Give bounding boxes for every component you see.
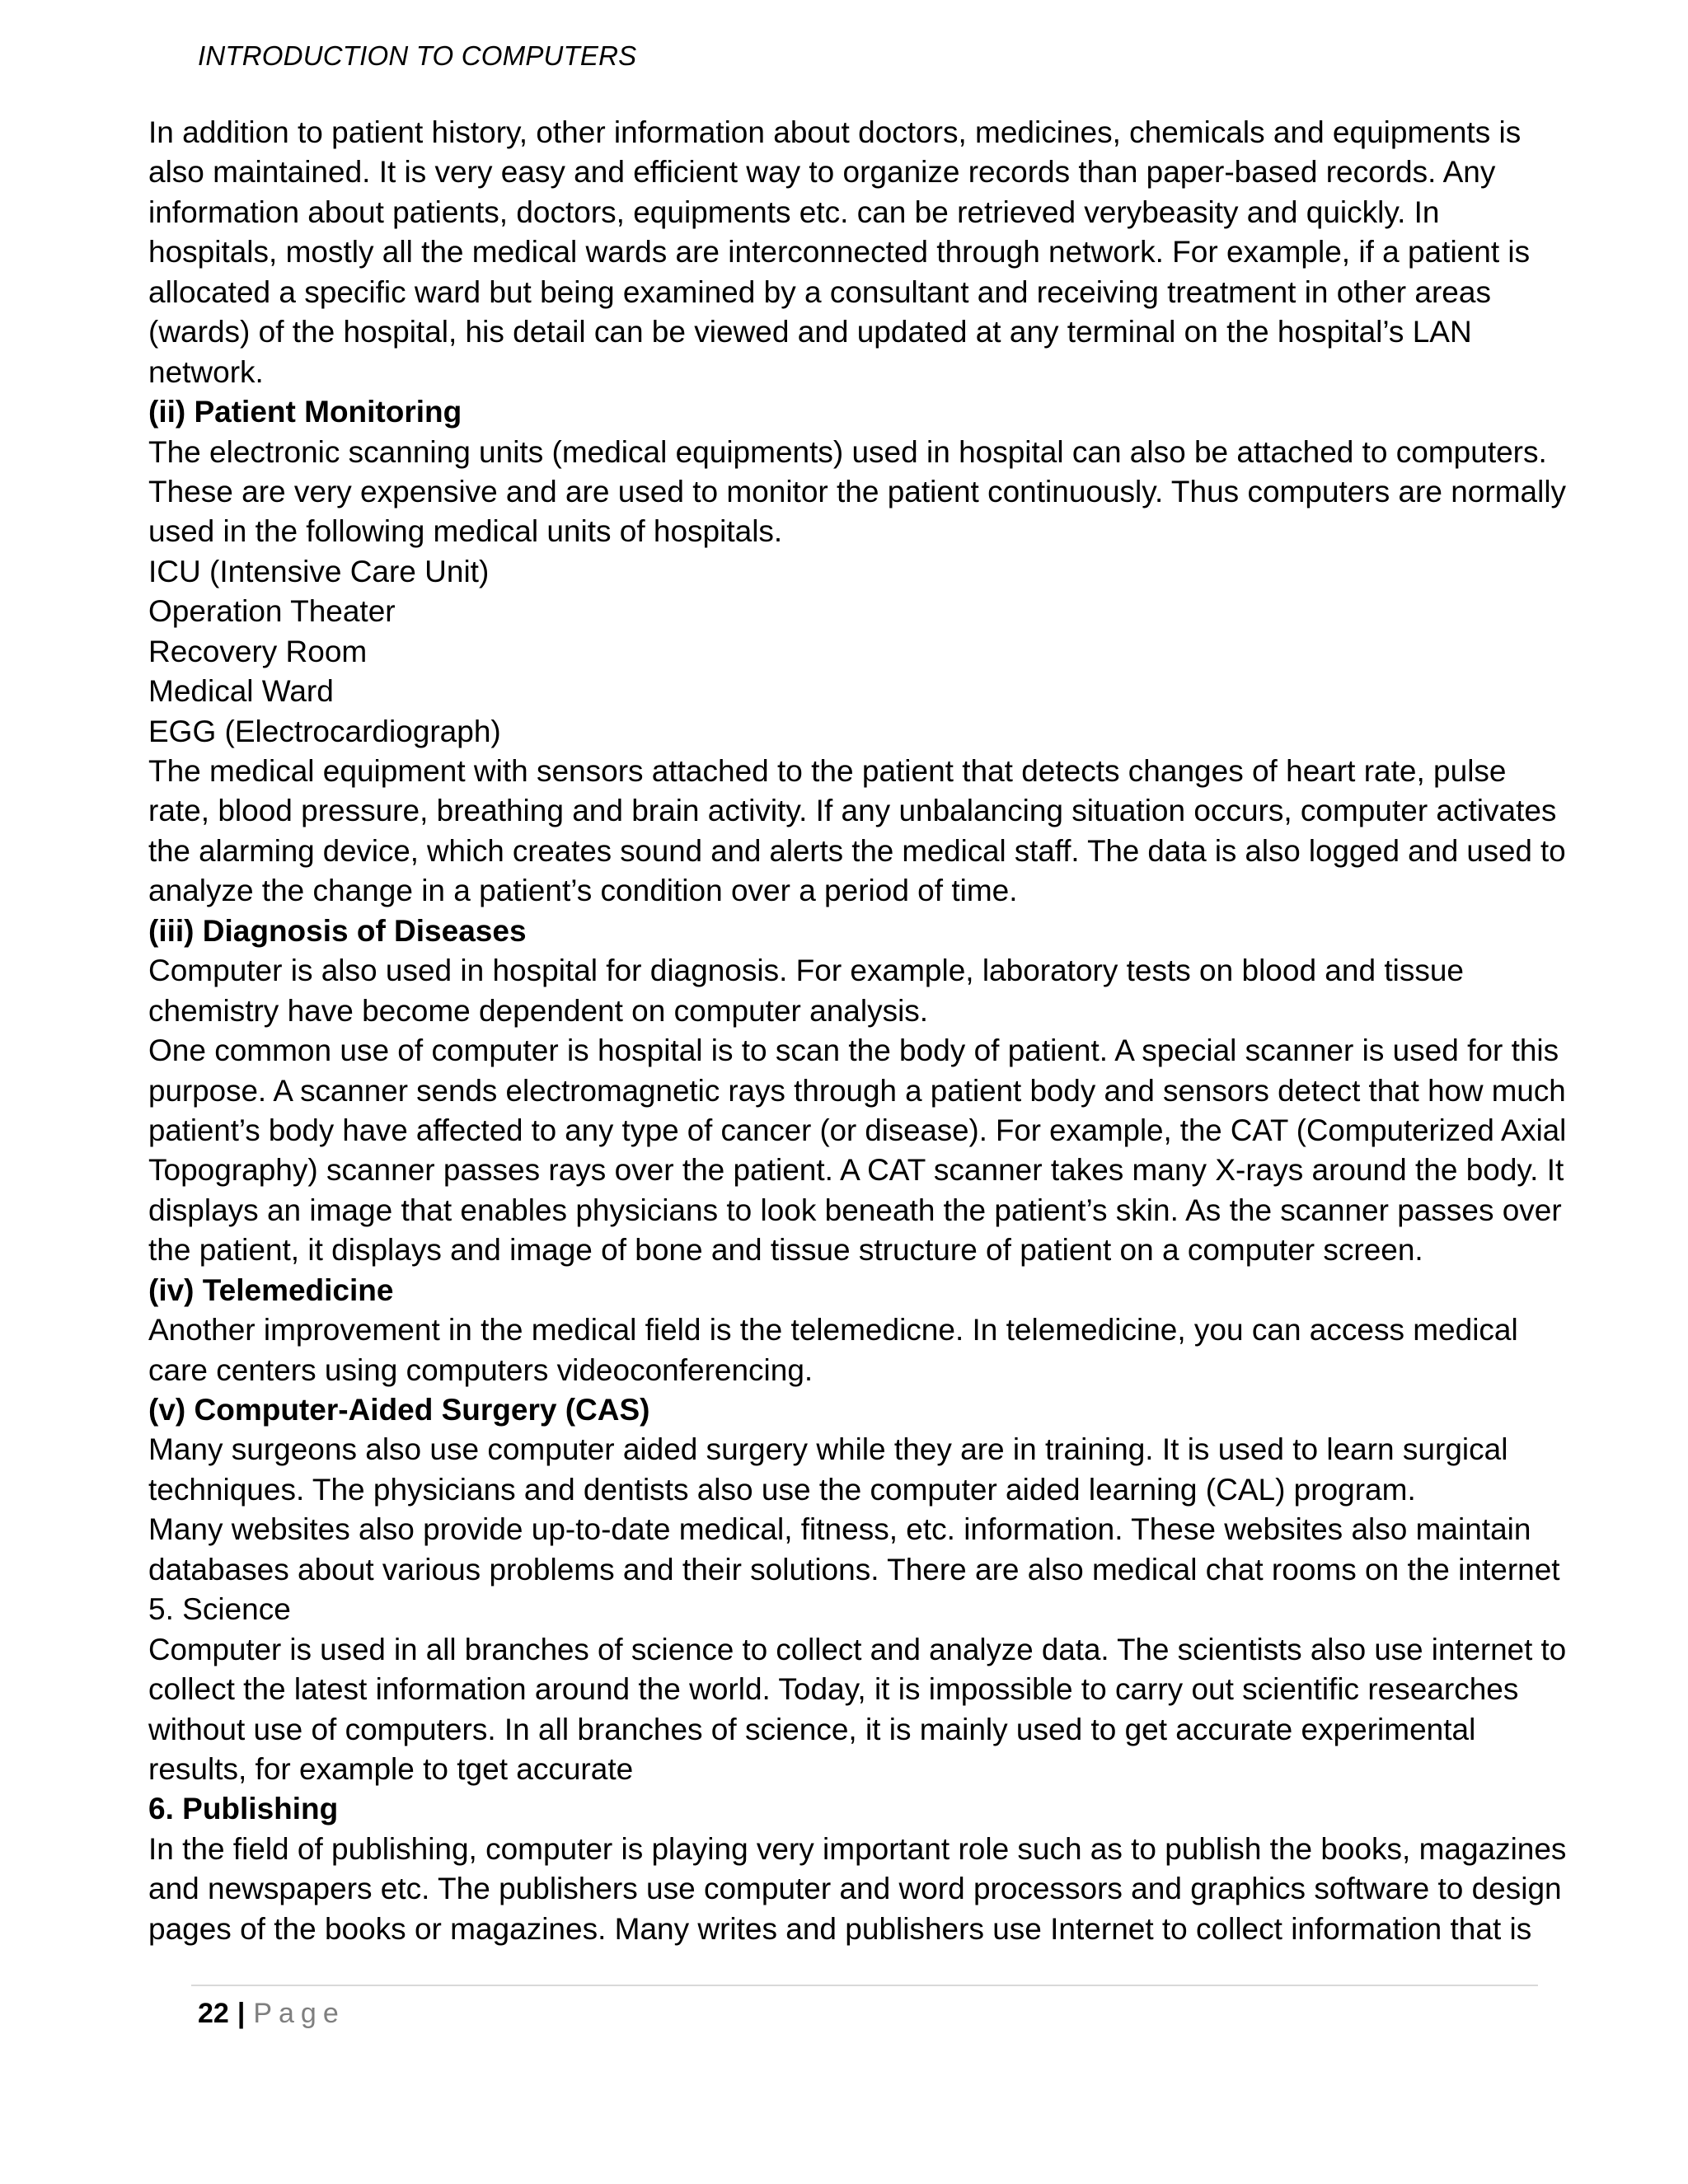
text-line: These are very expensive and are used to monitor the patient continuously. Thus computers are normally — [148, 474, 1567, 509]
text-line: rate, blood pressure, breathing and brain activity. If any unbalancing situation occurs, computer activates — [148, 794, 1557, 828]
text-line: chemistry have become dependent on computer analysis. — [148, 993, 929, 1028]
section-heading: (v) Computer-Aided Surgery (CAS) — [148, 1393, 650, 1427]
text-line: used in the following medical units of hospitals. — [148, 514, 783, 549]
text-line: without use of computers. In all branches of science, it is mainly used to get accurate experimental — [148, 1712, 1476, 1746]
text-line: network. — [148, 354, 264, 389]
running-header-title: INTRODUCTION TO COMPUTERS — [198, 40, 637, 71]
text-line: the alarming device, which creates sound and alerts the medical staff. The data is also logged and used to — [148, 833, 1566, 868]
section-heading: (iii) Diagnosis of Diseases — [148, 913, 527, 948]
text-line: hospitals, mostly all the medical wards are interconnected through network. For example, if a patient is — [148, 235, 1531, 269]
text-line: Medical Ward — [148, 674, 334, 709]
text-line: pages of the books or magazines. Many writes and publishers use Internet to collect information that is — [148, 1911, 1532, 1946]
text-line: The medical equipment with sensors attached to the patient that detects changes of heart rate, pulse — [148, 754, 1507, 788]
text-line: collect the latest information around the world. Today, it is impossible to carry out scientific researches — [148, 1672, 1519, 1707]
text-line: Topography) scanner passes rays over the patient. A CAT scanner takes many X-rays around the body. It — [148, 1153, 1564, 1188]
text-line: In the field of publishing, computer is playing very important role such as to publish the books, magazines — [148, 1831, 1567, 1866]
text-line: 5. Science — [148, 1592, 291, 1627]
footer-separator: | — [237, 1998, 246, 2029]
text-line: EGG (Electrocardiograph) — [148, 714, 501, 748]
text-line: Operation Theater — [148, 594, 396, 629]
text-line: analyze the change in a patient’s condition over a period of time. — [148, 874, 1018, 908]
text-line: allocated a specific ward but being examined by a consultant and receiving treatment in other areas — [148, 274, 1491, 309]
page-number: 22 — [198, 1998, 229, 2029]
text-line: also maintained. It is very easy and efficient way to organize records than paper-based records. Any — [148, 155, 1496, 190]
text-line: databases about various problems and their solutions. There are also medical chat rooms on the internet — [148, 1552, 1560, 1586]
section-heading: (iv) Telemedicine — [148, 1272, 394, 1307]
page-footer — [198, 1993, 345, 2034]
text-line: techniques. The physicians and dentists also use the computer aided learning (CAL) program. — [148, 1472, 1416, 1507]
page-body — [148, 113, 1566, 1949]
text-line: Computer is also used in hospital for diagnosis. For example, laboratory tests on blood and tissue — [148, 954, 1464, 988]
text-line: patient’s body have affected to any type of cancer (or disease). For example, the CAT (Computerized Axial — [148, 1113, 1567, 1147]
text-line: results, for example to tget accurate — [148, 1751, 634, 1786]
text-line: Many surgeons also use computer aided surgery while they are in training. It is used to learn surgical — [148, 1432, 1508, 1467]
text-line: the patient, it displays and image of bone and tissue structure of patient on a computer screen. — [148, 1233, 1423, 1268]
text-line: displays an image that enables physicians to look beneath the patient’s skin. As the scanner passes over — [148, 1193, 1562, 1227]
text-line: Recovery Room — [148, 634, 368, 668]
footer-divider — [191, 1985, 1538, 1986]
text-line: Many websites also provide up-to-date medical, fitness, etc. information. These websites also maintain — [148, 1512, 1531, 1547]
section-heading: (ii) Patient Monitoring — [148, 395, 462, 429]
text-line: The electronic scanning units (medical equipments) used in hospital can also be attached to computers. — [148, 434, 1547, 469]
text-line: and newspapers etc. The publishers use computer and word processors and graphics software to design — [148, 1872, 1562, 1906]
text-line: purpose. A scanner sends electromagnetic rays through a patient body and sensors detect that how much — [148, 1073, 1566, 1108]
text-line: In addition to patient history, other information about doctors, medicines, chemicals and equipments is — [148, 115, 1522, 149]
text-line: (wards) of the hospital, his detail can be viewed and updated at any terminal on the hospital’s LAN — [148, 315, 1472, 349]
text-line: ICU (Intensive Care Unit) — [148, 554, 490, 588]
text-line: information about patients, doctors, equipments etc. can be retrieved verybeasity and quickly. In — [148, 194, 1440, 229]
text-line: One common use of computer is hospital is to scan the body of patient. A special scanner is used for this — [148, 1033, 1559, 1068]
text-line: Another improvement in the medical field is the telemedicne. In telemedicine, you can access medical — [148, 1313, 1518, 1347]
text-line: Computer is used in all branches of science to collect and analyze data. The scientists also use internet to — [148, 1632, 1567, 1666]
text-line: care centers using computers videoconferencing. — [148, 1352, 814, 1387]
page-label: Page — [253, 1998, 345, 2029]
section-heading: 6. Publishing — [148, 1792, 339, 1826]
